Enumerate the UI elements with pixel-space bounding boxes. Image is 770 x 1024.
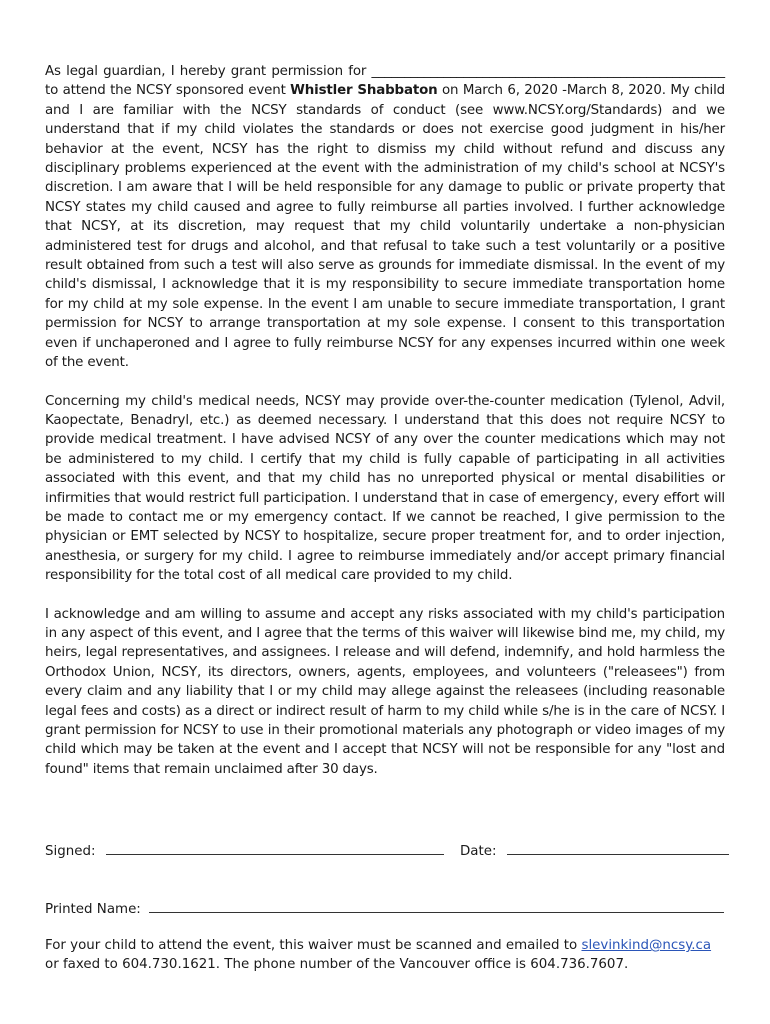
- attend-text: to attend the NCSY sponsored event: [45, 83, 286, 99]
- permission-intro: As legal guardian, I hereby grant permission for: [45, 64, 367, 79]
- signed-label: Signed:: [45, 844, 96, 859]
- printed-name-line[interactable]: [149, 898, 724, 913]
- date-line[interactable]: [507, 840, 729, 855]
- paragraph-conduct: [45, 62, 725, 373]
- paragraph-medical: Concerning my child's medical needs, NCSY may provide over-the-counter medication (Tylenol, Advil, Kaopectate, Benadryl, etc.) as deemed necessary. I understand that this does not require NCSY to provide medical treatment. I have advised NCSY of any over the counter medications which may not be administered to my child. I certify that my child is fully capable of participating in all activities associated with this event, and that my child has no unreported physical or mental disabilities or infirmities that would restrict full participation. I understand that in case of emergency, every effort will be made to contact me or my emergency contact. If we cannot be reached, I give permission to the physician or EMT selected by NCSY to hospitalize, secure proper treatment for, and to order injection, anesthesia, or surgery for my child. I agree to reimburse immediately and/or accept primary financial responsibility for the total cost of all medical care provided to my child.: [45, 393, 725, 584]
- footer-instructions: [45, 936, 725, 975]
- printed-name-label: Printed Name:: [45, 902, 141, 917]
- date-label: Date:: [460, 844, 497, 859]
- email-link[interactable]: slevinkind@ncsy.ca: [581, 938, 712, 953]
- paragraph-release: I acknowledge and am willing to assume and accept any risks associated with my child's participation in any aspect of this event, and I agree that the terms of this waiver will likewise bind me, my child, my heirs, legal representatives, and assignees. I release and will defend, indemnify, and hold harmless the Orthodox Union, NCSY, its directors, owners, agents, employees, and volunteers ("releasees") from every claim and any liability that I or my child may allege against the releasees (including reasonable legal fees and costs) as a direct or indirect result of harm to my child while s/he is in the care of NCSY. I grant permission for NCSY to use in their promotional materials any photograph or video images of my child which may be taken at the event and I accept that NCSY will not be responsible for any "lost and found" items that remain unclaimed after 30 days.: [45, 606, 725, 777]
- footer-text-b: or faxed to 604.730.1621. The phone number of the Vancouver office is 604.736.7607.: [45, 957, 629, 973]
- signature-line[interactable]: [106, 840, 444, 855]
- printed-name-row: [45, 898, 725, 919]
- signature-row: [45, 840, 725, 861]
- event-name: Whistler Shabbaton: [290, 83, 438, 99]
- conduct-text: on March 6, 2020 -March 8, 2020. My child and I are familiar with the NCSY standards of conduct (see www.NCSY.org/Standards) and we understand that if my child violates the standards or does not exercise good judgment in his/her behavior at the event, NCSY has the right to dismiss my child without refund and discuss any disciplinary problems experienced at the event with the administration of my child's school at NCSY's discretion. I am aware that I will be held responsible for any damage to public or private property that NCSY states my child caused and agree to fully reimburse all parties involved. I further acknowledge that NCSY, at its discretion, may request that my child voluntarily undertake a non-physician administered test for drugs and alcohol, and that refusal to take such a test voluntarily or a positive result obtained from such a test will also serve as grounds for immediate dismissal. In the event of my child's dismissal, I acknowledge that it is my responsibility to secure immediate transportation home for my child at my sole expense. In the event I am unable to secure immediate transportation, I grant permission for NCSY to arrange transportation at my sole expense. I consent to this transportation even if unchaperoned and I agree to fully reimburse NCSY for any expenses incurred within one week of the event.: [45, 83, 725, 371]
- waiver-body: [45, 62, 725, 779]
- footer-text-a: For your child to attend the event, this waiver must be scanned and emailed to: [45, 938, 578, 953]
- child-name-blank: ______________________________________________________: [371, 64, 725, 79]
